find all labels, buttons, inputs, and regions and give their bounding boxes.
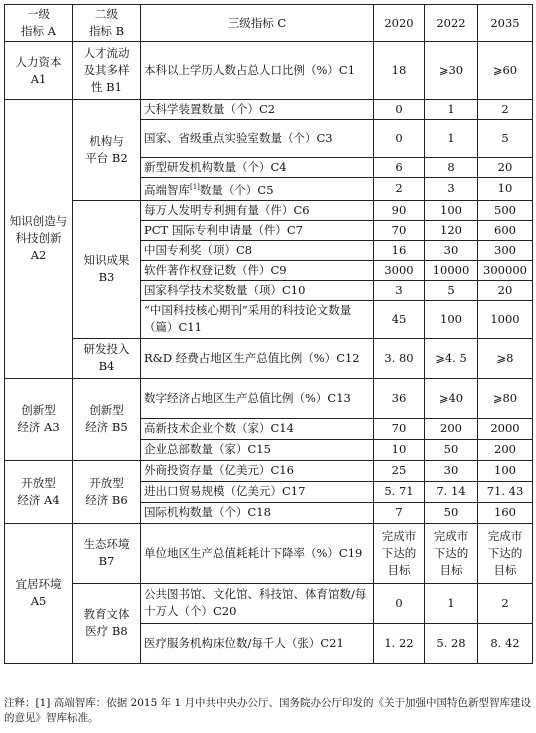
value-2020: 7 [374, 502, 425, 523]
group-a1: 人力资本 A1 [5, 42, 73, 100]
group-a4: 开放型 经济 A4 [5, 460, 73, 523]
value-2022: 7. 14 [425, 481, 478, 502]
value-2035: 完成市 下达的 目标 [478, 523, 533, 583]
value-2035: 160 [478, 502, 533, 523]
header-level2: 二级 指标 B [73, 5, 141, 42]
indicator-c12: R&D 经费占地区生产总值比例（%）C12 [141, 338, 374, 378]
indicator-c21: 医疗服务机构床位数/每千人（张）C21 [141, 623, 374, 663]
indicator-c2: 大科学装置数量（个）C2 [141, 100, 374, 120]
indicator-c16: 外商投资存量（亿美元）C16 [141, 460, 374, 481]
group-b4: 研发投入 B4 [73, 338, 141, 378]
table-row [5, 523, 533, 583]
value-2035: 2000 [478, 418, 533, 439]
header-level1: 一级 指标 A [5, 5, 73, 42]
table-row [5, 378, 533, 418]
header-2022: 2022 [425, 5, 478, 42]
group-b7: 生态环境 B7 [73, 523, 141, 583]
value-2020: 70 [374, 418, 425, 439]
value-2020: 3. 80 [374, 338, 425, 378]
table-row [5, 338, 533, 378]
header-2020: 2020 [374, 5, 425, 42]
value-2022: 30 [425, 240, 478, 260]
value-2022: ⩾40 [425, 378, 478, 418]
value-2020: 0 [374, 100, 425, 120]
indicator-c14: 高新技术企业个数（家）C14 [141, 418, 374, 439]
group-b8: 教育文体 医疗 B8 [73, 583, 141, 663]
indicator-c20: 公共图书馆、文化馆、科技馆、体育馆数/每十万人（个）C20 [141, 583, 374, 623]
group-b6: 开放型 经济 B6 [73, 460, 141, 523]
indicator-c4: 新型研发机构数量（个）C4 [141, 158, 374, 178]
value-2020: 0 [374, 583, 425, 623]
value-2022: 10000 [425, 260, 478, 280]
table-row [5, 42, 533, 100]
group-b2: 机构与 平台 B2 [73, 100, 141, 201]
group-b1: 人才流动 及其多样 性 B1 [73, 42, 141, 100]
value-2020: 3 [374, 280, 425, 300]
table-row [5, 583, 533, 623]
value-2035: 500 [478, 200, 533, 220]
indicator-c6: 每万人发明专利拥有量（件）C6 [141, 200, 374, 220]
indicator-c5 [141, 178, 374, 201]
value-2020: 16 [374, 240, 425, 260]
header-level3: 三级指标 C [141, 5, 374, 42]
indicator-c15: 企业总部数量（家）C15 [141, 439, 374, 460]
value-2035: 2 [478, 583, 533, 623]
value-2035: 600 [478, 220, 533, 240]
table-row [5, 460, 533, 481]
footnote: 注释：[1] 高端智库：依据 2015 年 1 月中共中央办公厅、国务院办公厅印发的《关于加强中国特色新型智库建设的意见》智库标准。 [4, 697, 531, 724]
value-2022: 1 [425, 120, 478, 158]
indicator-c7: PCT 国际专利申请量（件）C7 [141, 220, 374, 240]
group-b3: 知识成果 B3 [73, 200, 141, 338]
group-a3: 创新型 经济 A3 [5, 378, 73, 460]
value-2035: 300 [478, 240, 533, 260]
value-2022: 200 [425, 418, 478, 439]
value-2022: 5. 28 [425, 623, 478, 663]
value-2020: 45 [374, 300, 425, 338]
value-2035: 1000 [478, 300, 533, 338]
value-2035: 300000 [478, 260, 533, 280]
footnote-ref: [1] [190, 183, 200, 191]
value-2022: 100 [425, 300, 478, 338]
indicator-c8: 中国专利奖（项）C8 [141, 240, 374, 260]
value-2035: ⩾80 [478, 378, 533, 418]
indicator-c17: 进出口贸易规模（亿美元）C17 [141, 481, 374, 502]
value-2035: 200 [478, 439, 533, 460]
value-2035: 71. 43 [478, 481, 533, 502]
value-2022: 50 [425, 502, 478, 523]
value-2022: 8 [425, 158, 478, 178]
value-2020: 25 [374, 460, 425, 481]
value-2022: 30 [425, 460, 478, 481]
value-2035: 20 [478, 280, 533, 300]
value-2035: 10 [478, 178, 533, 201]
value-2022: 3 [425, 178, 478, 201]
indicator-c10: 国家科学技术奖数量（项）C10 [141, 280, 374, 300]
header-row [5, 5, 533, 42]
group-a2: 知识创造与 科技创新 A2 [5, 100, 73, 379]
group-b5: 创新型 经济 B5 [73, 378, 141, 460]
table-row [5, 100, 533, 120]
header-2035: 2035 [478, 5, 533, 42]
value-2022: 5 [425, 280, 478, 300]
value-2022: 1 [425, 583, 478, 623]
group-a5: 宜居环境 A5 [5, 523, 73, 663]
value-2020: 0 [374, 120, 425, 158]
value-2020: 10 [374, 439, 425, 460]
value-2035: 2 [478, 100, 533, 120]
indicator-c3: 国家、省级重点实验室数量（个）C3 [141, 120, 374, 158]
value-2020: 2 [374, 178, 425, 201]
value-2020: 6 [374, 158, 425, 178]
value-2022: 100 [425, 200, 478, 220]
value-2022: 120 [425, 220, 478, 240]
value-2035: 8. 42 [478, 623, 533, 663]
indicator-c11: “中国科技核心期刊”采用的科技论文数量（篇）C11 [141, 300, 374, 338]
value-2020: 3000 [374, 260, 425, 280]
indicator-c18: 国际机构数量（个）C18 [141, 502, 374, 523]
indicator-c13: 数字经济占地区生产总值比例（%）C13 [141, 378, 374, 418]
value-2035: 100 [478, 460, 533, 481]
value-2035: 5 [478, 120, 533, 158]
value-2035: ⩾8 [478, 338, 533, 378]
value-2022: ⩾30 [425, 42, 478, 100]
indicator-c5-pre: 高端智库 [144, 182, 190, 197]
value-2020: 完成市 下达的 目标 [374, 523, 425, 583]
value-2022: 完成市 下达的 目标 [425, 523, 478, 583]
value-2020: 1. 22 [374, 623, 425, 663]
value-2020: 70 [374, 220, 425, 240]
indicator-c19: 单位地区生产总值耗耗计下降率（%）C19 [141, 523, 374, 583]
value-2020: 90 [374, 200, 425, 220]
value-2020: 36 [374, 378, 425, 418]
value-2022: ⩾4. 5 [425, 338, 478, 378]
value-2022: 50 [425, 439, 478, 460]
value-2035: 20 [478, 158, 533, 178]
indicator-table [4, 4, 533, 664]
table-row [5, 200, 533, 220]
value-2020: 18 [374, 42, 425, 100]
value-2020: 5. 71 [374, 481, 425, 502]
value-2022: 1 [425, 100, 478, 120]
indicator-c1: 本科以上学历人数占总人口比例（%）C1 [141, 42, 374, 100]
value-2035: ⩾60 [478, 42, 533, 100]
indicator-c5-post: 数量（个）C5 [199, 182, 274, 197]
indicator-c9: 软件著作权登记数（件）C9 [141, 260, 374, 280]
